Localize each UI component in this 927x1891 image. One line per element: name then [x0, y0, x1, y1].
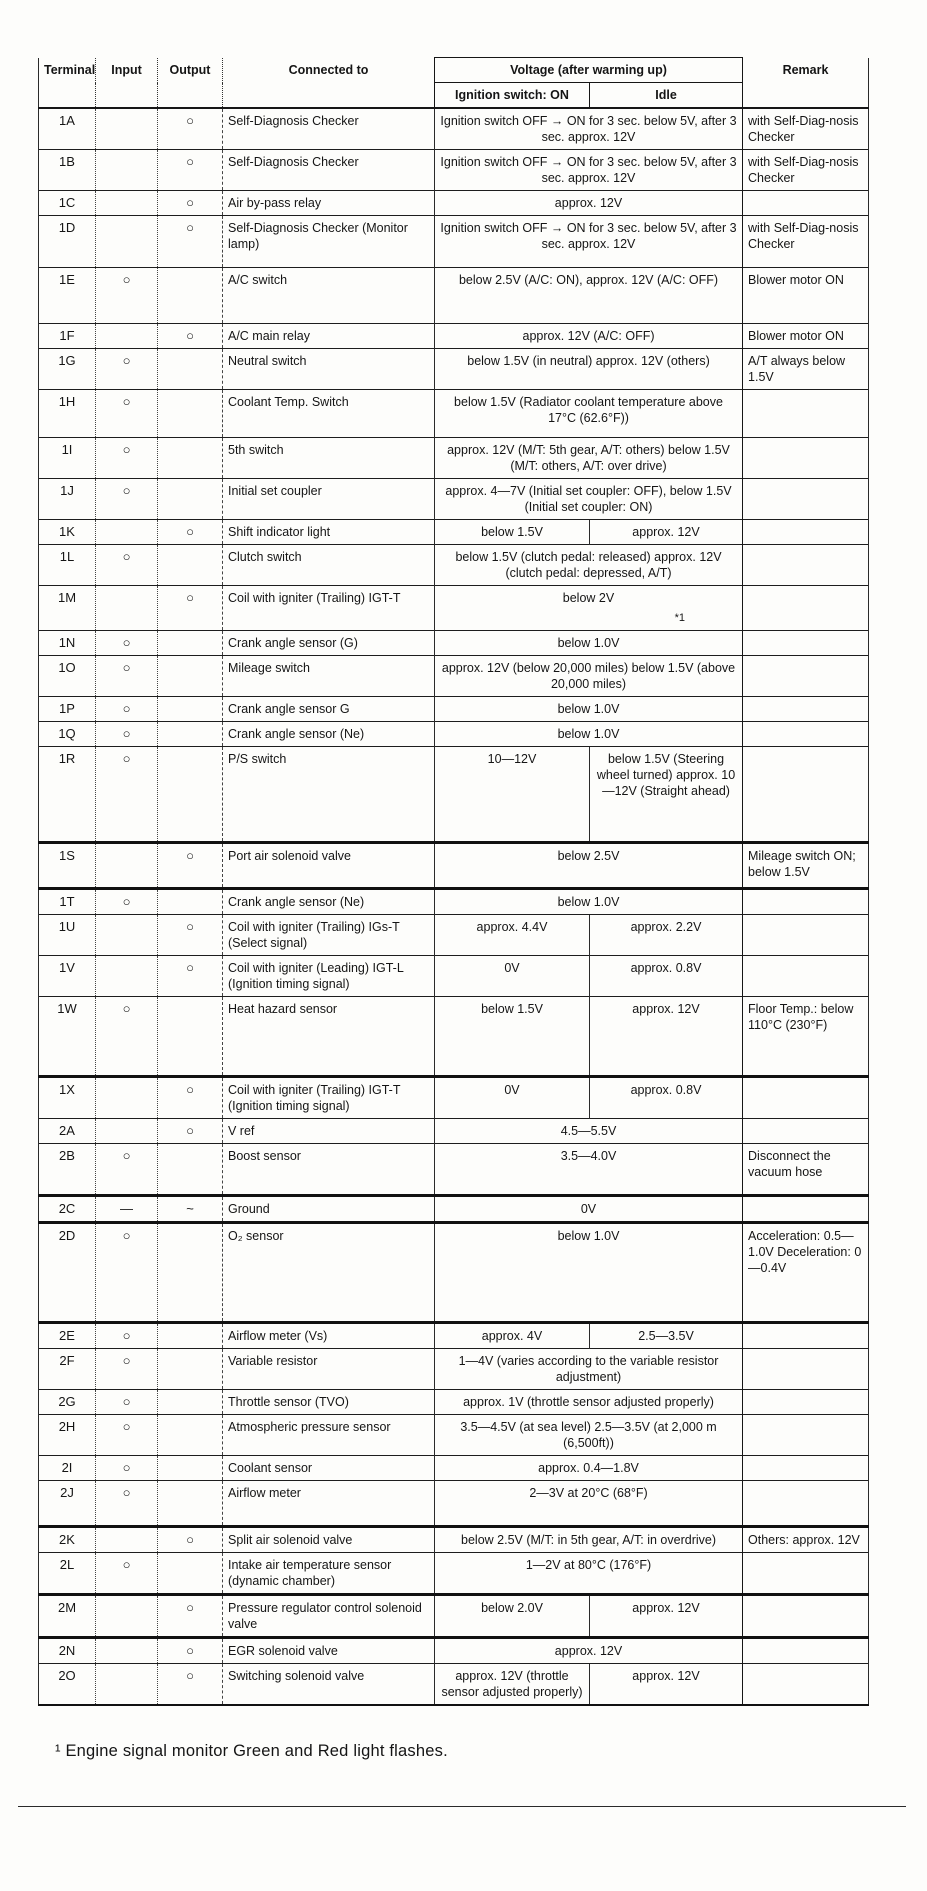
bottom-rule	[18, 1806, 906, 1807]
input-mark-cell	[96, 108, 158, 150]
terminal-cell: 1H	[39, 390, 96, 438]
table-row	[39, 1553, 869, 1595]
voltage-footnote-mark: *1	[674, 612, 686, 624]
connected-to-cell: Throttle sensor (TVO)	[223, 1390, 435, 1415]
connected-to-cell: A/C switch	[223, 268, 435, 324]
remark-cell	[743, 747, 869, 843]
voltage-ignition-on-cell: below 2.0V	[435, 1595, 590, 1638]
terminal-cell: 1I	[39, 438, 96, 479]
terminal-cell: 2A	[39, 1119, 96, 1144]
remark-cell	[743, 1323, 869, 1349]
col-header-idle: Idle	[590, 83, 743, 109]
table-row	[39, 1456, 869, 1481]
voltage-span-cell: 3.5—4.0V	[435, 1144, 743, 1196]
output-mark-cell: ○	[158, 586, 223, 631]
voltage-idle-cell: approx. 0.8V	[590, 1077, 743, 1119]
table-row	[39, 324, 869, 349]
input-mark-cell	[96, 150, 158, 191]
terminal-cell: 2N	[39, 1638, 96, 1664]
connected-to-cell: Self-Diagnosis Checker	[223, 150, 435, 191]
input-mark-cell	[96, 843, 158, 889]
output-mark-cell	[158, 438, 223, 479]
output-mark-cell	[158, 268, 223, 324]
input-mark-cell: —	[96, 1196, 158, 1223]
output-mark-cell	[158, 656, 223, 697]
input-mark-cell: ○	[96, 1223, 158, 1323]
remark-cell	[743, 1664, 869, 1706]
input-mark-cell	[96, 1595, 158, 1638]
voltage-span-cell: 1—4V (varies according to the variable resistor adjustment)	[435, 1349, 743, 1390]
table-row	[39, 1144, 869, 1196]
table-row	[39, 108, 869, 150]
table-row	[39, 889, 869, 915]
output-mark-cell	[158, 479, 223, 520]
input-mark-cell	[96, 324, 158, 349]
table-row	[39, 1481, 869, 1527]
terminal-cell: 2L	[39, 1553, 96, 1595]
terminal-cell: 1J	[39, 479, 96, 520]
remark-cell	[743, 915, 869, 956]
input-mark-cell: ○	[96, 1456, 158, 1481]
terminal-cell: 1W	[39, 997, 96, 1077]
output-mark-cell	[158, 1390, 223, 1415]
voltage-span-cell: 0V	[435, 1196, 743, 1223]
terminal-cell: 1S	[39, 843, 96, 889]
voltage-span-cell: approx. 0.4—1.8V	[435, 1456, 743, 1481]
input-mark-cell: ○	[96, 631, 158, 656]
input-mark-cell	[96, 915, 158, 956]
connected-to-cell: Clutch switch	[223, 545, 435, 586]
voltage-span-cell: below 1.0V	[435, 1223, 743, 1323]
voltage-span-cell: approx. 12V (below 20,000 miles) below 1.5V (above 20,000 miles)	[435, 656, 743, 697]
output-mark-cell: ○	[158, 956, 223, 997]
output-mark-cell: ○	[158, 324, 223, 349]
voltage-span-cell: approx. 12V	[435, 191, 743, 216]
voltage-span-cell: below 1.0V	[435, 889, 743, 915]
output-mark-cell	[158, 1456, 223, 1481]
remark-cell: with Self-Diag-nosis Checker	[743, 108, 869, 150]
remark-cell	[743, 1119, 869, 1144]
output-mark-cell	[158, 1323, 223, 1349]
table-row	[39, 1323, 869, 1349]
input-mark-cell: ○	[96, 697, 158, 722]
terminal-cell: 1E	[39, 268, 96, 324]
voltage-ignition-on-cell: approx. 4V	[435, 1323, 590, 1349]
table-row	[39, 697, 869, 722]
remark-cell: Blower motor ON	[743, 324, 869, 349]
table-row	[39, 1349, 869, 1390]
voltage-idle-cell: approx. 12V	[590, 1664, 743, 1706]
connected-to-cell: EGR solenoid valve	[223, 1638, 435, 1664]
output-mark-cell	[158, 1223, 223, 1323]
remark-cell	[743, 631, 869, 656]
remark-cell: Mileage switch ON; below 1.5V	[743, 843, 869, 889]
voltage-span-cell: approx. 12V (M/T: 5th gear, A/T: others) below 1.5V (M/T: others, A/T: over drive)	[435, 438, 743, 479]
table-row	[39, 1527, 869, 1553]
table-row	[39, 1638, 869, 1664]
connected-to-cell: Heat hazard sensor	[223, 997, 435, 1077]
connected-to-cell: Switching solenoid valve	[223, 1664, 435, 1706]
connected-to-cell: Coil with igniter (Trailing) IGT-T	[223, 586, 435, 631]
voltage-span-cell: approx. 1V (throttle sensor adjusted properly)	[435, 1390, 743, 1415]
input-mark-cell: ○	[96, 438, 158, 479]
output-mark-cell: ○	[158, 150, 223, 191]
remark-cell: Others: approx. 12V	[743, 1527, 869, 1553]
table-row	[39, 1119, 869, 1144]
input-mark-cell: ○	[96, 1144, 158, 1196]
connected-to-cell: Shift indicator light	[223, 520, 435, 545]
voltage-idle-cell: approx. 12V	[590, 1595, 743, 1638]
terminal-cell: 2B	[39, 1144, 96, 1196]
remark-cell: Floor Temp.: below 110°C (230°F)	[743, 997, 869, 1077]
output-mark-cell: ~	[158, 1196, 223, 1223]
remark-cell	[743, 1077, 869, 1119]
connected-to-cell: O₂ sensor	[223, 1223, 435, 1323]
input-mark-cell: ○	[96, 479, 158, 520]
remark-cell	[743, 1638, 869, 1664]
input-mark-cell: ○	[96, 656, 158, 697]
remark-cell	[743, 1390, 869, 1415]
terminal-cell: 2F	[39, 1349, 96, 1390]
connected-to-cell: Neutral switch	[223, 349, 435, 390]
voltage-ignition-on-cell: approx. 12V (throttle sensor adjusted properly)	[435, 1664, 590, 1706]
connected-to-cell: Crank angle sensor (G)	[223, 631, 435, 656]
voltage-span-cell: below 1.5V (in neutral) approx. 12V (others)	[435, 349, 743, 390]
connected-to-cell: Mileage switch	[223, 656, 435, 697]
terminal-cell: 1N	[39, 631, 96, 656]
input-mark-cell: ○	[96, 1481, 158, 1527]
output-mark-cell	[158, 390, 223, 438]
terminal-cell: 1K	[39, 520, 96, 545]
output-mark-cell	[158, 349, 223, 390]
voltage-span-cell: approx. 12V (A/C: OFF)	[435, 324, 743, 349]
header-row-main	[39, 58, 869, 83]
voltage-span-cell: below 1.5V (clutch pedal: released) approx. 12V (clutch pedal: depressed, A/T)	[435, 545, 743, 586]
voltage-span-cell: below 1.0V	[435, 697, 743, 722]
table-row	[39, 1664, 869, 1706]
voltage-span-cell: 2—3V at 20°C (68°F)	[435, 1481, 743, 1527]
terminal-cell: 1L	[39, 545, 96, 586]
input-mark-cell: ○	[96, 1349, 158, 1390]
remark-cell	[743, 722, 869, 747]
voltage-span-cell: below 1.0V	[435, 631, 743, 656]
voltage-span-cell: 4.5—5.5V	[435, 1119, 743, 1144]
terminal-cell: 2O	[39, 1664, 96, 1706]
input-mark-cell	[96, 1119, 158, 1144]
input-mark-cell: ○	[96, 1415, 158, 1456]
input-mark-cell	[96, 191, 158, 216]
output-mark-cell	[158, 997, 223, 1077]
remark-cell: Blower motor ON	[743, 268, 869, 324]
connected-to-cell: Port air solenoid valve	[223, 843, 435, 889]
connected-to-cell: V ref	[223, 1119, 435, 1144]
input-mark-cell	[96, 1527, 158, 1553]
input-mark-cell: ○	[96, 1553, 158, 1595]
voltage-idle-cell: 2.5—3.5V	[590, 1323, 743, 1349]
terminal-cell: 1V	[39, 956, 96, 997]
voltage-ignition-on-cell: 0V	[435, 956, 590, 997]
voltage-span-cell: below 1.5V (Radiator coolant temperature above 17°C (62.6°F))	[435, 390, 743, 438]
connected-to-cell: Coil with igniter (Trailing) IGs-T (Select signal)	[223, 915, 435, 956]
connected-to-cell: Crank angle sensor (Ne)	[223, 722, 435, 747]
input-mark-cell: ○	[96, 349, 158, 390]
footnote: ¹ Engine signal monitor Green and Red light flashes.	[55, 1742, 448, 1760]
input-mark-cell	[96, 1077, 158, 1119]
voltage-idle-cell: approx. 12V	[590, 997, 743, 1077]
voltage-ignition-on-cell: 10—12V	[435, 747, 590, 843]
voltage-span-cell: below 2.5V (M/T: in 5th gear, A/T: in overdrive)	[435, 1527, 743, 1553]
table-row	[39, 479, 869, 520]
terminal-cell: 1X	[39, 1077, 96, 1119]
terminal-cell: 1P	[39, 697, 96, 722]
col-header-remark: Remark	[743, 58, 869, 109]
table-row	[39, 1077, 869, 1119]
connected-to-cell: Variable resistor	[223, 1349, 435, 1390]
voltage-span-cell: below 2.5V	[435, 843, 743, 889]
remark-cell	[743, 1349, 869, 1390]
table-row	[39, 438, 869, 479]
connected-to-cell: 5th switch	[223, 438, 435, 479]
output-mark-cell	[158, 631, 223, 656]
col-header-output: Output	[158, 58, 223, 109]
connected-to-cell: P/S switch	[223, 747, 435, 843]
connected-to-cell: Airflow meter	[223, 1481, 435, 1527]
col-header-input: Input	[96, 58, 158, 109]
output-mark-cell	[158, 722, 223, 747]
voltage-span-cell: below 2.5V (A/C: ON), approx. 12V (A/C: OFF)	[435, 268, 743, 324]
terminal-cell: 2M	[39, 1595, 96, 1638]
remark-cell: A/T always below 1.5V	[743, 349, 869, 390]
table-row	[39, 1390, 869, 1415]
output-mark-cell: ○	[158, 1664, 223, 1706]
input-mark-cell	[96, 586, 158, 631]
terminal-cell: 2C	[39, 1196, 96, 1223]
table-row	[39, 997, 869, 1077]
remark-cell	[743, 1415, 869, 1456]
voltage-ignition-on-cell: below 1.5V	[435, 520, 590, 545]
table-row	[39, 390, 869, 438]
input-mark-cell: ○	[96, 390, 158, 438]
output-mark-cell: ○	[158, 520, 223, 545]
voltage-span-cell: below 1.0V	[435, 722, 743, 747]
voltage-ignition-on-cell: approx. 4.4V	[435, 915, 590, 956]
input-mark-cell	[96, 216, 158, 268]
terminal-cell: 1A	[39, 108, 96, 150]
input-mark-cell: ○	[96, 747, 158, 843]
output-mark-cell	[158, 1415, 223, 1456]
output-mark-cell	[158, 889, 223, 915]
remark-cell: Disconnect the vacuum hose	[743, 1144, 869, 1196]
remark-cell	[743, 956, 869, 997]
input-mark-cell: ○	[96, 722, 158, 747]
terminal-cell: 1F	[39, 324, 96, 349]
input-mark-cell	[96, 1664, 158, 1706]
table-body	[39, 108, 869, 1705]
col-header-terminal: Terminal	[39, 58, 96, 109]
input-mark-cell: ○	[96, 997, 158, 1077]
connected-to-cell: Coolant sensor	[223, 1456, 435, 1481]
remark-cell	[743, 1595, 869, 1638]
table-row	[39, 349, 869, 390]
input-mark-cell: ○	[96, 889, 158, 915]
voltage-value: below 2V	[562, 591, 615, 605]
terminal-voltage-table	[38, 57, 869, 1706]
table-row	[39, 956, 869, 997]
connected-to-cell: Self-Diagnosis Checker (Monitor lamp)	[223, 216, 435, 268]
remark-cell	[743, 586, 869, 631]
output-mark-cell: ○	[158, 843, 223, 889]
voltage-span-cell: Ignition switch OFF → ON for 3 sec. below 5V, after 3 sec. approx. 12V	[435, 216, 743, 268]
table-row	[39, 586, 869, 631]
connected-to-cell: Atmospheric pressure sensor	[223, 1415, 435, 1456]
table-row	[39, 1595, 869, 1638]
remark-cell	[743, 697, 869, 722]
output-mark-cell	[158, 545, 223, 586]
remark-cell	[743, 1553, 869, 1595]
remark-cell	[743, 889, 869, 915]
output-mark-cell: ○	[158, 216, 223, 268]
connected-to-cell: Pressure regulator control solenoid valve	[223, 1595, 435, 1638]
table-row	[39, 1223, 869, 1323]
remark-cell: with Self-Diag-nosis Checker	[743, 150, 869, 191]
connected-to-cell: Coil with igniter (Leading) IGT-L (Ignition timing signal)	[223, 956, 435, 997]
remark-cell: with Self-Diag-nosis Checker	[743, 216, 869, 268]
voltage-idle-cell: approx. 12V	[590, 520, 743, 545]
terminal-cell: 1M	[39, 586, 96, 631]
input-mark-cell	[96, 956, 158, 997]
table-row	[39, 150, 869, 191]
voltage-span-cell: 1—2V at 80°C (176°F)	[435, 1553, 743, 1595]
remark-cell	[743, 390, 869, 438]
voltage-ignition-on-cell: below 1.5V	[435, 997, 590, 1077]
table-header	[39, 58, 869, 109]
terminal-cell: 1B	[39, 150, 96, 191]
table-row	[39, 216, 869, 268]
voltage-span-cell: Ignition switch OFF → ON for 3 sec. below 5V, after 3 sec. approx. 12V	[435, 150, 743, 191]
col-header-connected-to: Connected to	[223, 58, 435, 109]
remark-cell	[743, 1456, 869, 1481]
table-row	[39, 268, 869, 324]
remark-cell	[743, 520, 869, 545]
remark-cell	[743, 1196, 869, 1223]
connected-to-cell: Airflow meter (Vs)	[223, 1323, 435, 1349]
terminal-cell: 2D	[39, 1223, 96, 1323]
connected-to-cell: Coil with igniter (Trailing) IGT-T (Ignition timing signal)	[223, 1077, 435, 1119]
output-mark-cell: ○	[158, 1638, 223, 1664]
remark-cell: Acceleration: 0.5—1.0V Deceleration: 0—0.4V	[743, 1223, 869, 1323]
voltage-span-cell	[435, 586, 743, 631]
output-mark-cell: ○	[158, 915, 223, 956]
connected-to-cell: A/C main relay	[223, 324, 435, 349]
connected-to-cell: Ground	[223, 1196, 435, 1223]
connected-to-cell: Initial set coupler	[223, 479, 435, 520]
input-mark-cell	[96, 520, 158, 545]
remark-cell	[743, 479, 869, 520]
output-mark-cell	[158, 697, 223, 722]
terminal-cell: 2I	[39, 1456, 96, 1481]
voltage-ignition-on-cell: 0V	[435, 1077, 590, 1119]
table-row	[39, 545, 869, 586]
table-row	[39, 191, 869, 216]
terminal-cell: 1R	[39, 747, 96, 843]
voltage-span-cell: approx. 12V	[435, 1638, 743, 1664]
input-mark-cell: ○	[96, 268, 158, 324]
table-row	[39, 747, 869, 843]
output-mark-cell: ○	[158, 191, 223, 216]
table-row	[39, 1196, 869, 1223]
output-mark-cell	[158, 1349, 223, 1390]
connected-to-cell: Crank angle sensor G	[223, 697, 435, 722]
output-mark-cell: ○	[158, 108, 223, 150]
input-mark-cell	[96, 1638, 158, 1664]
terminal-cell: 2H	[39, 1415, 96, 1456]
output-mark-cell: ○	[158, 1527, 223, 1553]
terminal-cell: 2K	[39, 1527, 96, 1553]
connected-to-cell: Air by-pass relay	[223, 191, 435, 216]
table-row	[39, 915, 869, 956]
output-mark-cell	[158, 747, 223, 843]
remark-cell	[743, 438, 869, 479]
connected-to-cell: Split air solenoid valve	[223, 1527, 435, 1553]
output-mark-cell: ○	[158, 1119, 223, 1144]
connected-to-cell: Self-Diagnosis Checker	[223, 108, 435, 150]
table-row	[39, 843, 869, 889]
connected-to-cell: Coolant Temp. Switch	[223, 390, 435, 438]
table-row	[39, 656, 869, 697]
output-mark-cell: ○	[158, 1077, 223, 1119]
table-row	[39, 722, 869, 747]
remark-cell	[743, 191, 869, 216]
terminal-cell: 1C	[39, 191, 96, 216]
terminal-cell: 2J	[39, 1481, 96, 1527]
col-header-ignition-on: Ignition switch: ON	[435, 83, 590, 109]
remark-cell	[743, 545, 869, 586]
terminal-cell: 1Q	[39, 722, 96, 747]
output-mark-cell	[158, 1553, 223, 1595]
remark-cell	[743, 656, 869, 697]
input-mark-cell: ○	[96, 1323, 158, 1349]
terminal-cell: 1D	[39, 216, 96, 268]
terminal-cell: 2E	[39, 1323, 96, 1349]
remark-cell	[743, 1481, 869, 1527]
output-mark-cell	[158, 1144, 223, 1196]
col-header-voltage-group: Voltage (after warming up)	[435, 58, 743, 83]
terminal-cell: 1T	[39, 889, 96, 915]
output-mark-cell	[158, 1481, 223, 1527]
terminal-cell: 1U	[39, 915, 96, 956]
input-mark-cell: ○	[96, 545, 158, 586]
terminal-cell: 1O	[39, 656, 96, 697]
output-mark-cell: ○	[158, 1595, 223, 1638]
voltage-idle-cell: below 1.5V (Steering wheel turned) approx. 10—12V (Straight ahead)	[590, 747, 743, 843]
table-row	[39, 1415, 869, 1456]
voltage-idle-cell: approx. 2.2V	[590, 915, 743, 956]
voltage-span-cell: 3.5—4.5V (at sea level) 2.5—3.5V (at 2,000 m (6,500ft))	[435, 1415, 743, 1456]
terminal-cell: 2G	[39, 1390, 96, 1415]
connected-to-cell: Crank angle sensor (Ne)	[223, 889, 435, 915]
connected-to-cell: Intake air temperature sensor (dynamic chamber)	[223, 1553, 435, 1595]
connected-to-cell: Boost sensor	[223, 1144, 435, 1196]
table-row	[39, 631, 869, 656]
table-row	[39, 520, 869, 545]
terminal-cell: 1G	[39, 349, 96, 390]
voltage-span-cell: Ignition switch OFF → ON for 3 sec. below 5V, after 3 sec. approx. 12V	[435, 108, 743, 150]
voltage-idle-cell: approx. 0.8V	[590, 956, 743, 997]
voltage-span-cell: approx. 4—7V (Initial set coupler: OFF), below 1.5V (Initial set coupler: ON)	[435, 479, 743, 520]
input-mark-cell: ○	[96, 1390, 158, 1415]
